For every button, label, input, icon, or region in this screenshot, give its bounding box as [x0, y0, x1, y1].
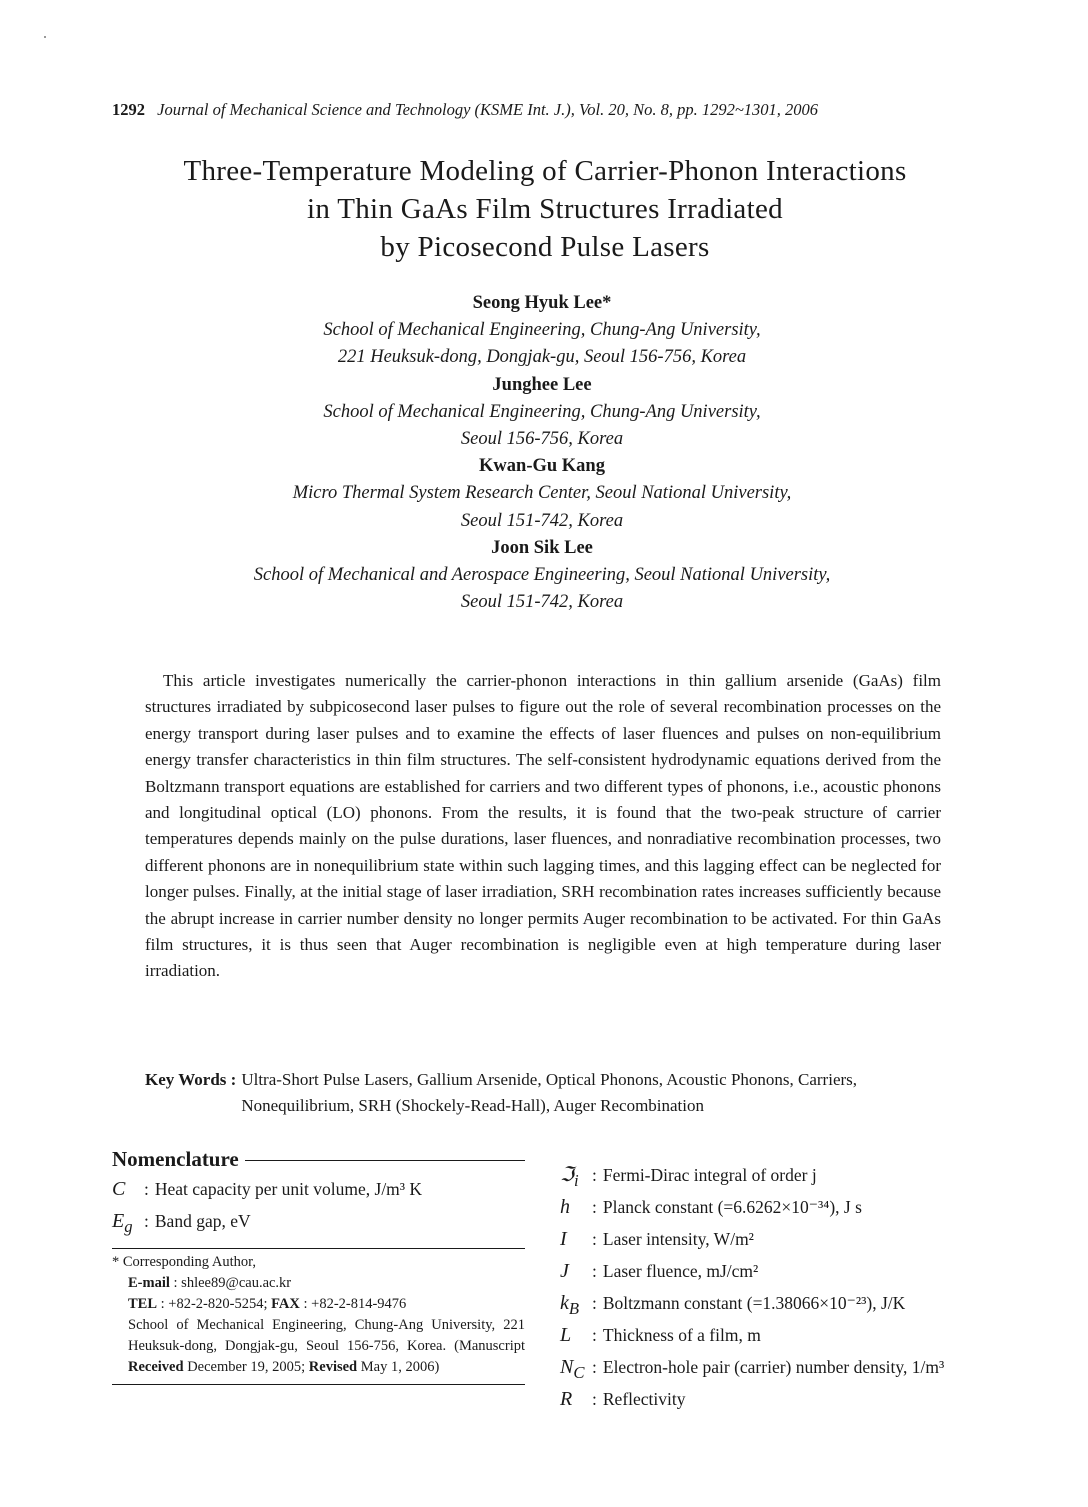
nomenclature-item — [560, 1162, 980, 1194]
colon: : — [144, 1179, 149, 1199]
page-number: 1292 — [112, 100, 145, 119]
definition: Boltzmann constant (=1.38066×10⁻²³), J/K — [602, 1293, 906, 1313]
tel-label: TEL — [128, 1296, 158, 1312]
heading-rule — [245, 1160, 525, 1161]
symbol-subscript: C — [573, 1363, 585, 1382]
colon: : — [592, 1197, 597, 1217]
title-line-3: by Picosecond Pulse Lasers — [380, 231, 710, 263]
author-affiliation: School of Mechanical and Aerospace Engineering, Seoul National University, — [253, 565, 831, 586]
nomenclature-left — [112, 1176, 525, 1240]
corresponding-label: * Corresponding Author, — [112, 1254, 257, 1270]
symbol-subscript: i — [573, 1171, 579, 1190]
author-name: Seong Hyuk Lee* — [472, 293, 612, 313]
colon: : — [592, 1229, 597, 1249]
author-name: Junghee Lee — [492, 374, 592, 395]
symbol: ℑ — [560, 1164, 574, 1186]
fax-number: +82-2-814-9476 — [311, 1296, 407, 1312]
nomenclature-item — [560, 1194, 980, 1226]
colon: : — [592, 1357, 597, 1377]
colon: : — [592, 1325, 597, 1345]
received-label: Received — [128, 1359, 184, 1375]
nomenclature-item — [560, 1386, 980, 1418]
colon: : — [592, 1389, 597, 1409]
symbol: C — [112, 1178, 126, 1200]
symbol-subscript: g — [124, 1217, 133, 1236]
definition: Electron-hole pair (carrier) number density, 1/m³ — [602, 1357, 945, 1377]
colon: : — [592, 1165, 597, 1185]
paper-title — [100, 152, 990, 266]
definition: Laser fluence, mJ/cm² — [602, 1261, 759, 1281]
symbol: R — [560, 1388, 573, 1410]
email-label: E-mail — [128, 1275, 170, 1291]
symbol: I — [560, 1228, 567, 1250]
definition: Heat capacity per unit volume, J/m³ K — [154, 1179, 423, 1199]
nomenclature-item — [112, 1208, 525, 1240]
definition: Planck constant (=6.6262×10⁻³⁴), J s — [602, 1197, 862, 1217]
title-line-2: in Thin GaAs Film Structures Irradiated — [307, 193, 783, 225]
nomenclature-item — [560, 1258, 980, 1290]
scan-mark — [44, 36, 46, 38]
colon: : — [144, 1211, 149, 1231]
received-date: December 19, 2005; — [187, 1359, 306, 1375]
author-name: Joon Sik Lee — [491, 537, 593, 558]
author-affiliation: Seoul 156-756, Korea — [460, 429, 624, 450]
author-affiliation: 221 Heuksuk-dong, Dongjak-gu, Seoul 156-756, Korea — [337, 347, 747, 368]
symbol: J — [560, 1260, 569, 1282]
nomenclature-item — [560, 1226, 980, 1258]
nomenclature-item — [560, 1354, 980, 1386]
colon: : — [592, 1261, 597, 1281]
nomenclature-right — [560, 1162, 980, 1418]
author-affiliation: School of Mechanical Engineering, Chung-Ang University, — [323, 320, 761, 341]
author-affiliation: Seoul 151-742, Korea — [460, 510, 624, 531]
definition: Reflectivity — [602, 1389, 686, 1409]
nomenclature-item — [560, 1322, 980, 1354]
keywords-label: Key Words : — [145, 1070, 237, 1089]
author-affiliation: Seoul 151-742, Korea — [460, 592, 624, 613]
abstract: This article investigates numerically the carrier-phonon interactions in thin gallium arsenide (GaAs) film structures irradiated by subpicosecond laser pulses to figure out the role of several recombination processes on the energy transport during laser pulses and to examine the effects of laser fluences and pulses on non-equilibrium energy transfer characteristics in thin film structures. The self-consistent hydrodynamic equations derived from the Boltzmann transport equations are established for carriers and two different types of phonons, i.e., acoustic phonons and longitudinal optical (LO) phonons. From the results, it is found that the two-peak structure of carrier temperatures depends mainly on the pulse durations, laser fluences, and nonradiative recombination processes, two different phonons are in nonequilibrium state within such lagging times, and this lagging effect can be neglected for longer pulses. Finally, at the initial stage of laser irradiation, SRH recombination rates increases sufficiently because the abrupt increase in carrier number density no longer permits Auger recombination to be activated. For thin GaAs film structures, it is thus seen that Auger recombination is negligible even at high temperature during laser irradiation. — [145, 671, 941, 981]
title-line-1: Three-Temperature Modeling of Carrier-Phonon Interactions — [183, 155, 907, 187]
revised-label: Revised — [308, 1359, 358, 1375]
definition: Laser intensity, W/m² — [602, 1229, 754, 1249]
tel-number: +82-2-820-5254; — [168, 1296, 268, 1312]
author-name: Kwan-Gu Kang — [479, 456, 605, 477]
definition: Fermi-Dirac integral of order j — [602, 1165, 817, 1185]
author-affiliation: Micro Thermal System Research Center, Seoul National University, — [292, 483, 792, 504]
address: School of Mechanical Engineering, Chung-Ang University, 221 Heuksuk-dong, Dongjak-gu, Seoul 156-756, Korea. (Manuscript — [128, 1317, 525, 1354]
fax-label: FAX — [271, 1296, 300, 1312]
corresponding-author-footnote: * Corresponding Author, E-mail : shlee89@cau.ac.kr TEL : +82-2-820-5254; FAX : +82-2-814-9476 School of Mechanical Engineering, Chung-Ang University, 221 Heuksuk-dong, Dongjak-gu, Seoul 156-756, Korea. (Manuscript Received December 19, 2005; Revised May 1, 2006) — [112, 1248, 525, 1385]
symbol: L — [560, 1324, 572, 1346]
author-block — [100, 290, 984, 616]
nomenclature-item — [112, 1176, 525, 1208]
definition: Thickness of a film, m — [602, 1325, 761, 1345]
symbol-subscript: B — [568, 1299, 580, 1318]
nomenclature-heading — [112, 1147, 525, 1172]
keywords-text: Ultra-Short Pulse Lasers, Gallium Arsenide, Optical Phonons, Acoustic Phonons, Carriers, Nonequilibrium, SRH (Shockely-Read-Hall), Auger Recombination — [241, 1070, 858, 1115]
symbol: E — [112, 1210, 125, 1232]
colon: : — [592, 1293, 597, 1313]
nomenclature-title: Nomenclature — [112, 1147, 239, 1171]
symbol: h — [560, 1196, 570, 1218]
author-affiliation: School of Mechanical Engineering, Chung-Ang University, — [323, 401, 761, 422]
revised-date: May 1, 2006) — [360, 1359, 440, 1375]
symbol: k — [560, 1292, 569, 1314]
keywords — [145, 1067, 941, 1119]
nomenclature-item — [560, 1290, 980, 1322]
running-header — [112, 100, 972, 120]
symbol: N — [560, 1356, 574, 1378]
email-address[interactable]: shlee89@cau.ac.kr — [181, 1275, 292, 1291]
journal-citation: Journal of Mechanical Science and Technology (KSME Int. J.), Vol. 20, No. 8, pp. 1292~1301, 2006 — [157, 100, 819, 119]
definition: Band gap, eV — [154, 1211, 251, 1231]
